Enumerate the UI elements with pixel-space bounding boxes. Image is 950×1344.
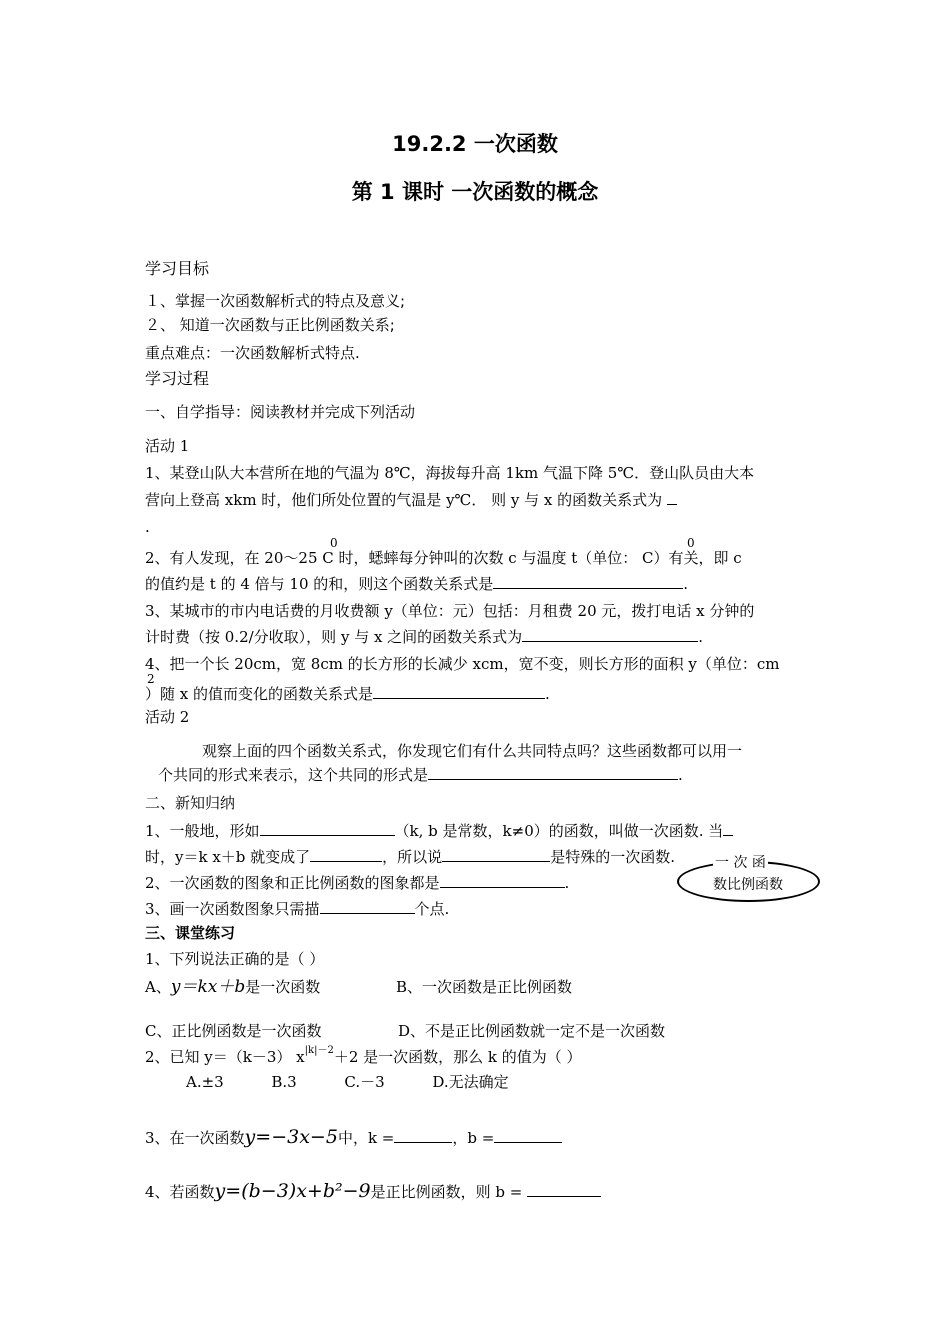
process-heading: 学习过程 [145,369,210,388]
part2-line2 [145,844,675,870]
part2-form-blank[interactable] [260,819,395,836]
part3-heading: 三、课堂练习 [145,924,236,942]
part1-heading: 一、自学指导：阅读教材并完成下列活动 [145,403,416,421]
q3-line2 [145,624,703,650]
part2-line2-text-c: 是特殊的一次函数. [550,848,675,866]
q4-answer-blank[interactable] [373,682,545,699]
activity2-period: . [678,766,683,784]
part2-line3-text: 2、一次函数的图象和正比例函数的图象都是 [145,874,440,892]
q2-line2-text: 的值约是 t 的 4 倍与 10 的和，则这个函数关系式是 [145,575,494,593]
exercise1-question: 1、下列说法正确的是（ ） [145,950,325,968]
q2-degree-sup-2: 0 [687,536,695,550]
page-subtitle: 第 1 课时 一次函数的概念 [351,180,599,204]
part2-line1-text-b: （k, b 是常数，k≠0）的函数，叫做一次函数. 当 [394,822,724,840]
exercise3-formula: y=−3x−5 [244,1126,338,1148]
part2-line2-text-a: 时，y＝k x＋b 就变成了 [145,848,311,866]
option-a-suffix: 是一次函数 [245,978,321,996]
q1-line1: 1、某登山队大本营所在地的气温为 8℃，海拔每升高 1km 气温下降 5℃．登山队员由大本 [145,464,755,482]
activity2-label: 活动 2 [145,708,190,726]
part2-becomes-blank[interactable] [310,845,382,862]
exercise2-exponent: |k|－2 [304,1045,334,1056]
q1-answer-blank[interactable] [667,488,677,505]
q4-period: . [545,685,550,703]
q4-unit-sup: 2 [147,672,155,686]
exercise4-text-a: 4、若函数 [145,1183,215,1201]
exercise3-text-a: 3、在一次函数 [145,1129,245,1147]
activity2-line2 [158,762,683,788]
exercise3-k-blank[interactable] [394,1126,452,1143]
part2-line4-text-a: 3、画一次函数图象只需描 [145,900,320,918]
goal-item-2: ２、 知道一次函数与正比例函数关系; [145,316,395,334]
part2-points-blank[interactable] [320,897,415,914]
activity2-line1: 观察上面的四个函数关系式，你发现它们有什么共同特点吗？这些函数都可以用一 [202,742,743,760]
q4-line2-text: ）随 x 的值而变化的函数关系式是 [145,685,373,703]
exercise1-option-c: C、正比例函数是一次函数 [145,1022,322,1040]
part2-line3-period: . [564,874,570,892]
part2-line1-text-a: 1、一般地，形如 [145,822,260,840]
exercise2-text-a: 2、已知 y＝（k－3） x [145,1048,305,1066]
part2-special-blank[interactable] [442,845,550,862]
q2-period: . [683,575,689,593]
goal-item-1: １、掌握一次函数解析式的特点及意义; [145,292,406,310]
q3-answer-blank[interactable] [522,625,698,642]
activity1-label: 活动 1 [145,437,190,455]
goals-heading: 学习目标 [145,259,210,278]
exercise3-b-blank[interactable] [494,1126,562,1143]
exercise3-text-c: ，b = [452,1129,495,1147]
part2-line2-text-b: ，所以说 [382,848,443,866]
q3-line1: 3、某城市的市内电话费的月收费额 y（单位：元）包括：月租费 20 元，拨打电话 x 分钟的 [145,602,755,620]
q3-period: . [698,628,703,646]
exercise4-b-blank[interactable] [527,1180,601,1197]
annotation-text-top: 一 次 函 [713,852,768,872]
q2-answer-blank[interactable] [493,572,683,589]
part2-condition-blank[interactable] [723,819,733,836]
exercise3-text-b: 中，k = [337,1129,395,1147]
q1-end: . [145,518,150,536]
q2-degree-sup-1: 0 [330,536,338,550]
exercise4 [145,1178,601,1205]
exercise1-option-a [145,974,320,1000]
exercise3 [145,1124,562,1151]
key-points: 重点难点：一次函数解析式特点. [145,344,360,362]
q2-line1: 2、有人发现，在 20～25 C 时，蟋蟀每分钟叫的次数 c 与温度 t（单位： C）有关，即 c [145,549,742,567]
exercise1-option-b: B、一次函数是正比例函数 [396,978,573,996]
part2-line4-text-b: 个点. [414,900,450,918]
q4-line2 [145,681,550,707]
exercise4-formula: y=(b−3)x+b²−9 [214,1180,371,1202]
q4-line1: 4、把一个长 20cm，宽 8cm 的长方形的长减少 xcm，宽不变，则长方形的面积 y（单位：cm [145,655,780,673]
q1-line2 [145,487,807,513]
part2-line1 [145,818,733,844]
activity2-answer-blank[interactable] [428,763,678,780]
annotation-text-bottom: 数比例函数 [713,877,783,893]
exercise4-text-b: 是正比例函数，则 b = [370,1183,523,1201]
activity2-line2-text: 个共同的形式来表示，这个共同的形式是 [158,766,429,784]
exercise1-option-d: D、不是正比例函数就一定不是一次函数 [398,1022,666,1040]
q2-line2 [145,571,688,597]
exercise2-options: A.±3 B.3 C.－3 D.无法确定 [186,1073,509,1091]
option-a-formula: y＝kx＋b [170,977,246,997]
exercise2-text-b: ＋2 是一次函数，那么 k 的值为（ ） [333,1048,582,1066]
part2-heading: 二、新知归纳 [145,794,236,812]
q1-line2-text: 营向上登高 xkm 时，他们所处位置的气温是 y℃． 则 y 与 x 的函数关系式为 [145,491,663,509]
part2-line3 [145,870,569,896]
q3-line2-text: 计时费（按 0.2/分收取），则 y 与 x 之间的函数关系式为 [145,628,523,646]
part2-line4 [145,896,449,922]
part2-graph-blank[interactable] [440,871,565,888]
page-title: 19.2.2 一次函数 [392,132,558,156]
option-a-prefix: A、 [145,978,171,996]
